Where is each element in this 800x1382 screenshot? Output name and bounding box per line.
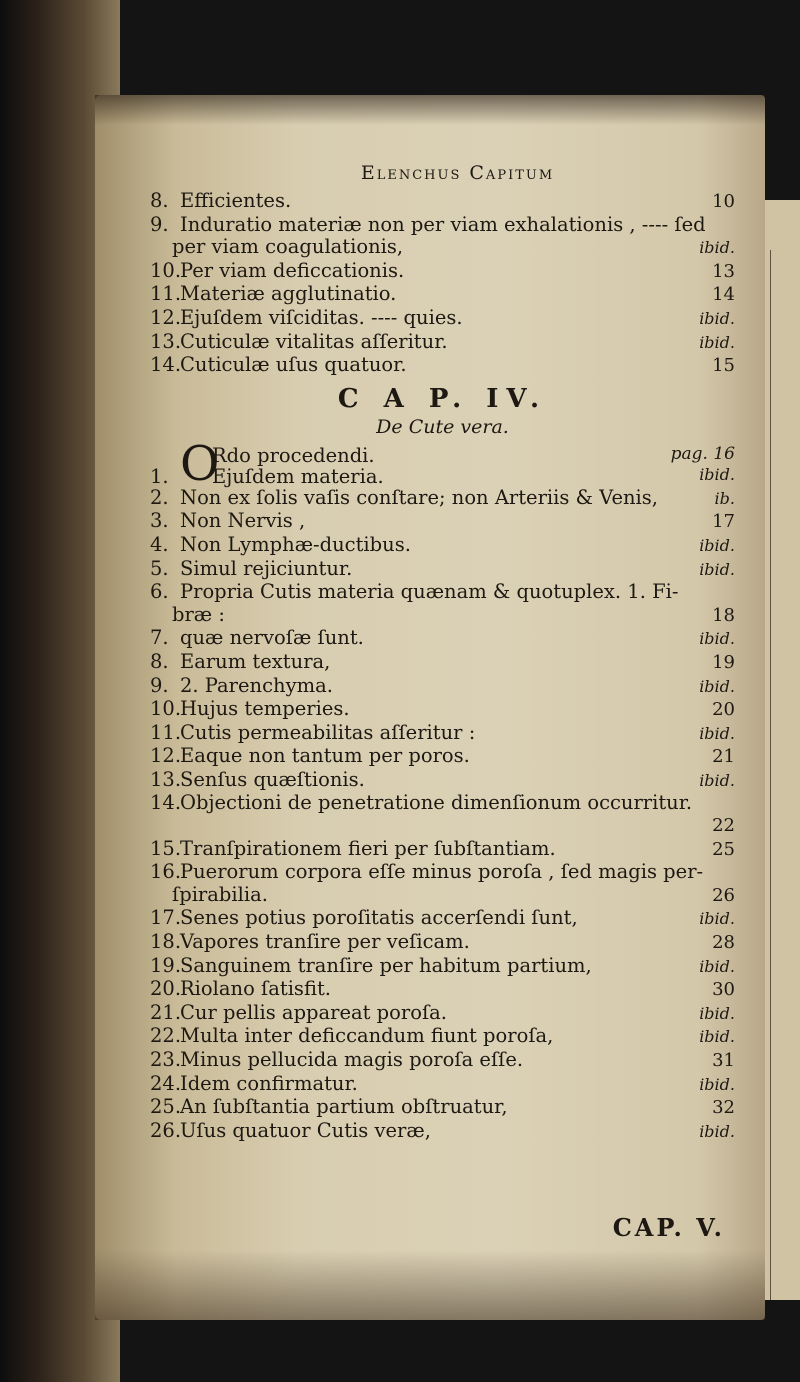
second-num: 1. [150,464,169,488]
entry-text: Propria Cutis materia quænam & quotuplex. 1. Fi- [180,580,679,604]
page-top-shadow [95,95,765,125]
entry-page-ref: ibid. [699,1027,735,1047]
entry-text: Cur pellis appareat poroſa. [180,1000,448,1024]
entry-left [150,861,703,884]
entry-number: 14. [150,353,182,377]
entry-text: Non Nervis , [180,509,306,533]
entry-row [150,745,735,769]
entry-page-ref: 25 [712,838,735,860]
entry-row [150,931,735,955]
entry-left [150,769,365,792]
entry-number: 5. [150,556,169,580]
entry-page-ref: ibid. [699,723,735,743]
second-page-ref: ibid. [699,464,735,484]
entry-left [150,931,470,954]
entry-row [150,978,735,1002]
entry-text: bræ : [172,602,225,626]
running-head: Elenchus Capitum [360,162,555,184]
entry-number: 11. [150,282,182,306]
entry-number: 22. [150,1024,182,1048]
entry-page-ref: 20 [712,699,735,721]
entry-number: 12. [150,744,182,768]
entry-text: Induratio materiæ non per viam exhalationis , ---- ſed [180,212,706,236]
entry-left [150,214,706,237]
page-bottom-shadow [95,1250,765,1320]
entry-left [150,558,352,581]
entry-left [150,190,291,213]
entry-number: 3. [150,509,169,533]
opening-page-ref: pag. 16 [670,443,735,464]
page-text [150,162,735,1242]
entry-text: Cuticulæ vitalitas aſſeritur. [180,329,448,353]
entry-row [150,722,735,746]
entry-left [150,1073,358,1096]
entry-list-chapter [150,487,735,1144]
entry-number: 8. [150,189,169,212]
entry-number: 12. [150,305,182,329]
entry-text: Minus pellucida magis poroſa eſſe. [180,1048,524,1071]
entry-number: 21. [150,1000,182,1024]
entry-row [150,907,735,931]
entry-page-ref: ibid. [699,238,735,258]
entry-page-ref: ibid. [699,308,735,328]
entry-number: 2. [150,485,169,509]
entry-page-ref: ibid. [699,332,735,352]
entry-number: 13. [150,767,182,791]
entry-left [150,627,364,650]
entry-row [150,627,735,651]
entry-left [150,307,463,330]
entry-left [172,884,268,907]
second-text: Ejuſdem materia. [212,464,384,488]
entry-left [150,722,475,745]
entry-number: 24. [150,1071,182,1095]
entry-left [172,236,403,259]
entry-page-ref: ibid. [699,629,735,649]
entry-text: Vapores tranſire per veſicam. [180,930,470,954]
entry-row [150,1049,735,1073]
entry-text: ſpirabilia. [172,882,268,906]
entry-text: 2. Parenchyma. [180,673,333,697]
entry-text: Senes potius poroſitatis accerſendi ſunt, [180,906,578,930]
entry-text: Hujus temperies. [180,697,350,721]
entry-text: Eaque non tantum per poros. [180,744,470,768]
entry-row [150,331,735,355]
entry-number: 26. [150,1118,182,1142]
chapter-title: C A P. IV. [337,383,548,414]
facing-page-rule [770,250,771,1300]
entry-page-ref: ibid. [699,1074,735,1094]
entry-text: Non Lymphæ-ductibus. [180,532,411,556]
entry-text: quæ nervoſæ ſunt. [180,626,364,650]
entry-page-ref: 22 [712,815,735,837]
entry-text: Simul rejiciuntur. [180,556,353,580]
entry-left [150,1096,508,1119]
entry-page-ref: 26 [712,884,735,906]
entry-row [150,884,735,908]
next-chapter-heading: CAP. V. [612,1213,725,1243]
entry-row [150,1002,735,1026]
entry-page-ref: ibid. [699,1003,735,1023]
entry-text: Puerorum corpora eſſe minus poroſa , ſed magis per- [180,860,704,884]
entry-number: 4. [150,532,169,556]
entry-number: 16. [150,860,182,884]
entry-number: 19. [150,953,182,977]
entry-number: 10. [150,258,182,282]
entry-number: 11. [150,720,182,744]
entry-page-ref: ibid. [699,559,735,579]
entry-left [150,745,470,768]
entry-text: Riolano ſatisfit. [180,977,331,1001]
entry-text: Earum textura, [180,649,331,673]
entry-left [150,1025,553,1048]
entry-row [150,769,735,793]
entry-left [150,1120,431,1143]
entry-number: 20. [150,977,182,1001]
entry-page-ref: 21 [712,746,735,768]
entry-page-ref: 15 [712,355,735,377]
entry-row [150,354,735,378]
entry-row [150,283,735,307]
entry-left [150,487,658,510]
entry-page-ref: 18 [712,604,735,626]
entry-row [150,487,735,511]
entry-left [150,978,331,1001]
entry-row [150,815,735,838]
entry-list-top [150,190,735,378]
entry-text: Idem confirmatur. [180,1071,358,1095]
entry-number: 15. [150,836,182,860]
entry-number: 13. [150,329,182,353]
entry-text: per viam coagulationis, [172,235,404,259]
entry-page-ref: ibid. [699,1121,735,1141]
entry-row [150,558,735,582]
entry-page-ref: 31 [712,1050,735,1071]
entry-text: Per viam deficcationis. [180,258,405,282]
entry-page-ref: ibid. [699,956,735,976]
entry-text: Sanguinem tranſire per habitum partium, [180,953,592,977]
entry-left [150,907,578,930]
entry-number: 14. [150,791,182,815]
entry-number: 23. [150,1048,182,1071]
entry-left [150,955,592,978]
entry-left [150,283,396,306]
entry-text: Objectioni de penetratione dimenſionum occurritur. [180,791,693,815]
second-line [150,465,735,488]
entry-row [150,698,735,722]
drop-cap: O [180,435,220,492]
entry-row [150,838,735,862]
entry-page-ref: 30 [712,979,735,1001]
entry-left [150,331,448,354]
entry-row [150,792,735,815]
entry-page-ref: ib. [714,488,735,508]
entry-page-ref: ibid. [699,535,735,555]
entry-number: 9. [150,212,169,236]
entry-page-ref: ibid. [699,909,735,929]
entry-number: 10. [150,697,182,721]
entry-page-ref: 17 [712,511,735,533]
entry-number: 6. [150,580,169,604]
entry-row [150,1096,735,1120]
entry-row [150,651,735,675]
entry-left [150,510,305,533]
entry-number: 25. [150,1095,182,1119]
entry-left [150,354,407,377]
entry-text: Senſus quæſtionis. [180,767,365,791]
entry-left [150,838,556,861]
entry-row [150,675,735,699]
entry-text: Non ex ſolis vaſis conſtare; non Arteriis & Venis, [180,485,658,509]
entry-page-ref: ibid. [699,770,735,790]
entry-left [150,675,333,698]
entry-number: 8. [150,649,169,673]
entry-number: 17. [150,906,182,930]
entry-row [150,604,735,628]
entry-left [150,1002,447,1025]
entry-left [150,581,678,604]
entry-row [150,534,735,558]
entry-row [150,510,735,534]
entry-page-ref: 28 [712,932,735,954]
entry-text: Uſus quatuor Cutis veræ, [180,1118,431,1142]
entry-text: Efficientes. [180,189,292,212]
entry-number: 7. [150,626,169,650]
entry-text: Multa inter deficcandum fiunt poroſa, [180,1024,554,1048]
entry-row [150,307,735,331]
chapter-subtitle: De Cute vera. [376,415,509,438]
entry-page-ref: ibid. [699,676,735,696]
entry-left [172,604,225,627]
chapter-opening [150,435,735,492]
entry-text: Cutis permeabilitas aſſeritur : [180,720,476,744]
opening-line [212,444,735,467]
entry-row [150,260,735,284]
entry-text: An ſubſtantia partium obſtruatur, [180,1095,508,1119]
entry-row [150,955,735,979]
entry-page-ref: 13 [712,260,735,282]
entry-row [150,581,735,604]
entry-row [150,861,735,884]
entry-row [150,236,735,260]
entry-row [150,1073,735,1097]
entry-text: Tranſpirationem fieri per ſubſtantiam. [180,836,556,860]
entry-row [150,1120,735,1144]
entry-left [150,1049,523,1072]
entry-row [150,1025,735,1049]
opening-text: Rdo procedendi. [212,443,375,467]
entry-text: Materiæ agglutinatio. [180,282,397,306]
entry-page-ref: 10 [712,191,735,212]
entry-number: 9. [150,673,169,697]
entry-row [150,214,735,237]
entry-number: 18. [150,930,182,954]
entry-left [150,651,330,674]
entry-row [150,190,735,214]
entry-page-ref: 14 [712,284,735,306]
entry-left [150,698,350,721]
entry-left [150,260,404,283]
entry-left [150,534,411,557]
entry-left [150,792,692,815]
entry-page-ref: 19 [712,651,735,673]
entry-text: Ejuſdem viſciditas. ---- quies. [180,305,463,329]
entry-text: Cuticulæ uſus quatuor. [180,353,407,377]
entry-page-ref: 32 [712,1097,735,1119]
